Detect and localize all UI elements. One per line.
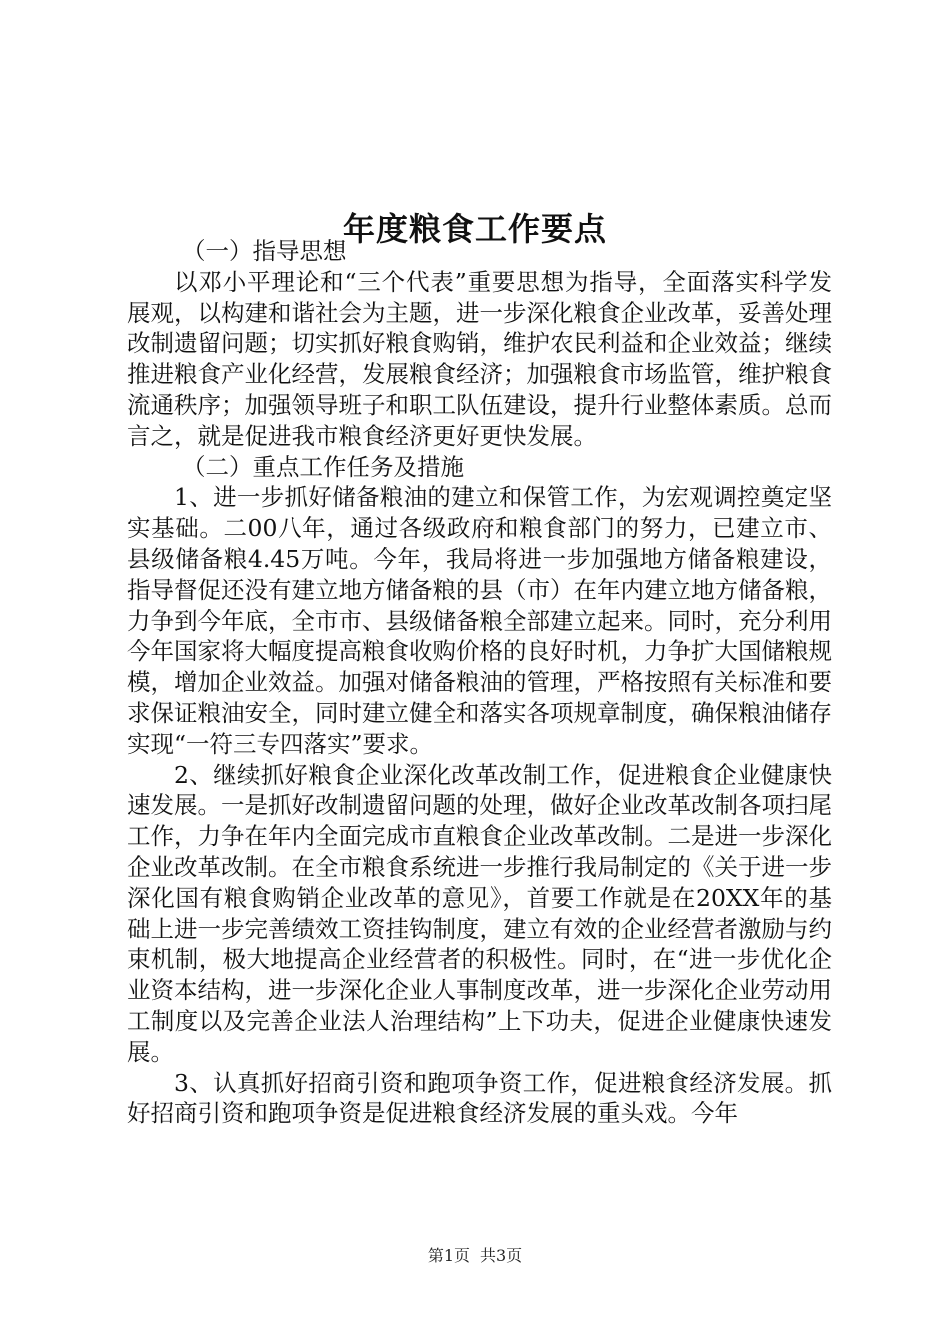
document-body bbox=[127, 236, 832, 1129]
paragraph-guiding-thought: 以邓小平理论和“三个代表”重要思想为指导，全面落实科学发展观，以构建和谐社会为主题，进一步深化粮食企业改革，妥善处理改制遗留问题；切实抓好粮食购销，维护农民利益和企业效益；继续推进粮食产业化经营，发展粮食经济；加强粮食市场监管，维护粮食流通秩序；加强领导班子和职工队伍建设，提升行业整体素质。总而言之，就是促进我市粮食经济更好更快发展。 bbox=[127, 267, 832, 450]
page-total: 共3页 bbox=[480, 1246, 523, 1265]
paragraph-task-3: 3、认真抓好招商引资和跑项争资工作，促进粮食经济发展。抓好招商引资和跑项争资是促进粮食经济发展的重头戏。今年 bbox=[127, 1068, 832, 1128]
document-title: 年度粮食工作要点 bbox=[342, 210, 607, 249]
page-number: 第1页 bbox=[427, 1246, 470, 1265]
paragraph-task-2: 2、继续抓好粮食企业深化改革改制工作，促进粮食企业健康快速发展。一是抓好改制遗留问题的处理，做好企业改革改制各项扫尾工作，力争在年内全面完成市直粮食企业改革改制。二是进一步深化企业改革改制。在全市粮食系统进一步推行我局制定的《关于进一步深化国有粮食购销企业改革的意见》，首要工作就是在20XX年的基础上进一步完善绩效工资挂钩制度，建立有效的企业经营者激励与约束机制，极大地提高企业经营者的积极性。同时，在“进一步优化企业资本结构，进一步深化企业人事制度改革，进一步深化企业劳动用工制度以及完善企业法人治理结构”上下功夫，促进企业健康快速发展。 bbox=[127, 760, 832, 1066]
section-heading-key-tasks: （二）重点工作任务及措施 bbox=[182, 452, 464, 481]
section-heading-guiding-thought: （一）指导思想 bbox=[182, 237, 347, 265]
paragraph-task-1: 1、进一步抓好储备粮油的建立和保管工作，为宏观调控奠定坚实基础。二00八年，通过各级政府和粮食部门的努力，已建立市、县级储备粮4.45万吨。今年，我局将进一步加强地方储备粮建设，指导督促还没有建立地方储备粮的县（市）在年内建立地方储备粮，力争到今年底，全市市、县级储备粮全部建立起来。同时，充分利用今年国家将大幅度提高粮食收购价格的良好时机，力争扩大国储粮规模，增加企业效益。加强对储备粮油的管理，严格按照有关标准和要求保证粮油安全，同时建立健全和落实各项规章制度，确保粮油储存实现“一符三专四落实”要求。 bbox=[127, 483, 832, 758]
page-footer bbox=[0, 1245, 950, 1267]
